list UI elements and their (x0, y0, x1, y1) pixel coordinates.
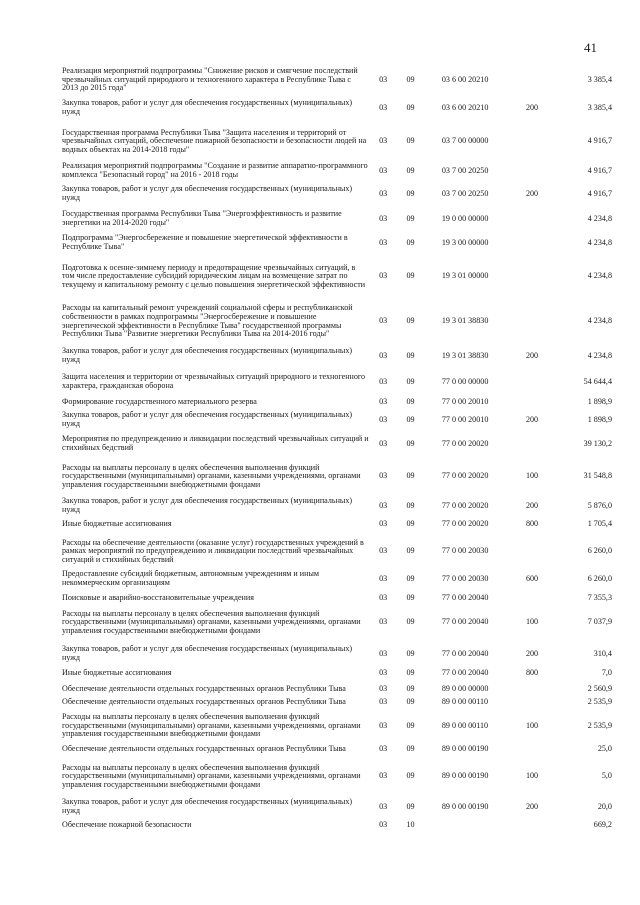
row-target-article: 77 0 00 20010 (441, 396, 489, 406)
row-description: Подготовка к осенне-зимнему периоду и предотвращение чрезвычайных ситуаций, в том числе предоставление субсидий юридическим лицам на возмещение затрат по текущему и капитальному ремонту с целью повышения энергетической эффективности (62, 262, 366, 289)
row-target-article: 77 0 00 20030 (441, 573, 489, 583)
row-amount: 4 234,8 (587, 237, 612, 247)
row-target-article: 03 6 00 20210 (441, 74, 489, 84)
row-description: Закупка товаров, работ и услуг для обеспечения государственных (муниципальных) нужд (62, 184, 353, 202)
row-target-article: 19 3 01 38830 (441, 350, 489, 360)
row-section: 03 (379, 213, 388, 223)
row-target-article: 77 0 00 20020 (441, 438, 489, 448)
row-amount: 4 916,7 (587, 136, 612, 146)
table-row (62, 820, 612, 830)
row-target-article: 03 7 00 20250 (441, 165, 489, 175)
page-number: 41 (584, 40, 597, 55)
row-expense-type: 200 (525, 188, 539, 198)
row-amount: 3 385,4 (587, 102, 612, 112)
row-target-article: 77 0 00 20040 (441, 617, 489, 627)
table-row (62, 606, 612, 639)
row-target-article: 19 3 00 00000 (441, 237, 489, 247)
row-target-article: 19 3 01 00000 (441, 271, 489, 281)
row-section: 03 (379, 771, 388, 781)
row-expense-type: 100 (525, 771, 539, 781)
row-description: Расходы на выплаты персоналу в целях обеспечения выполнения функций государственными (муниципальными) органами, казенными учреждениями, органами управления государственными внебюджетными фондами (62, 462, 361, 489)
row-expense-type: 800 (525, 667, 539, 677)
row-amount: 2 535,9 (587, 696, 612, 706)
row-expense-type: 200 (525, 350, 539, 360)
row-expense-type: 200 (525, 414, 539, 424)
row-section: 03 (379, 696, 388, 706)
row-amount: 7 355,3 (587, 592, 612, 602)
row-section: 03 (379, 592, 388, 602)
row-description: Расходы на выплаты персоналу в целях обеспечения выполнения функций государственными (муниципальными) органами, казенными учреждениями, органами управления государственными внебюджетными фондами (62, 762, 361, 789)
row-section: 03 (379, 237, 388, 247)
table-row (62, 645, 612, 663)
table-row (62, 570, 612, 588)
row-subsection: 09 (406, 271, 415, 281)
row-description: Закупка товаров, работ и услуг для обеспечения государственных (муниципальных) нужд (62, 410, 353, 428)
row-amount: 2 535,9 (587, 720, 612, 730)
table-row (62, 668, 612, 678)
row-section: 03 (379, 438, 388, 448)
table-row (62, 372, 612, 392)
row-subsection: 09 (406, 771, 415, 781)
row-description: Государственная программа Республики Тыва "Энергоэффективность и развитие энергетики на 2014-2020 годы" (62, 209, 342, 227)
row-subsection: 09 (406, 438, 415, 448)
table-row (62, 518, 612, 530)
row-expense-type: 600 (525, 573, 539, 583)
row-description: Формирование государственного материального резерва (62, 396, 257, 406)
table-row (62, 712, 612, 740)
row-subsection: 09 (406, 500, 415, 510)
row-amount: 4 916,7 (587, 188, 612, 198)
row-description: Закупка товаров, работ и услуг для обеспечения государственных (муниципальных) нужд (62, 496, 353, 514)
row-target-article: 77 0 00 00000 (441, 376, 489, 386)
row-section: 03 (379, 414, 388, 424)
row-amount: 20,0 (597, 801, 612, 811)
row-subsection: 09 (406, 350, 415, 360)
table-row (62, 64, 612, 96)
row-amount: 4 234,8 (587, 316, 612, 326)
row-amount: 669,2 (593, 819, 612, 829)
row-expense-type: 200 (525, 801, 539, 811)
row-section: 03 (379, 667, 388, 677)
row-section: 03 (379, 648, 388, 658)
row-description: Обеспечение деятельности отдельных государственных органов Республики Тыва (62, 696, 346, 706)
row-subsection: 09 (406, 546, 415, 556)
row-amount: 7,0 (601, 667, 612, 677)
row-expense-type: 100 (525, 471, 539, 481)
table-row (62, 460, 612, 493)
row-section: 03 (379, 819, 388, 829)
row-section: 03 (379, 743, 388, 753)
row-subsection: 09 (406, 592, 415, 602)
row-description: Подпрограмма "Энергосбережение и повышение энергетической эффективности в Республике Тыва" (62, 233, 348, 251)
row-target-article: 03 6 00 20210 (441, 102, 489, 112)
row-section: 03 (379, 350, 388, 360)
row-target-article: 89 0 00 00000 (441, 683, 489, 693)
row-description: Расходы на выплаты персоналу в целях обеспечения выполнения функций государственными (муниципальными) органами, казенными учреждениями, органами управления государственными внебюджетными фондами (62, 712, 361, 739)
table-row (62, 497, 612, 515)
row-amount: 1 898,9 (587, 396, 612, 406)
row-section: 03 (379, 573, 388, 583)
row-amount: 310,4 (593, 648, 612, 658)
table-row (62, 697, 612, 707)
row-amount: 3 385,4 (587, 74, 612, 84)
table-row (62, 536, 612, 567)
row-section: 03 (379, 188, 388, 198)
table-row (62, 257, 612, 296)
row-subsection: 09 (406, 74, 415, 84)
row-amount: 7 037,9 (587, 617, 612, 627)
row-expense-type: 100 (525, 617, 539, 627)
table-row (62, 99, 612, 117)
row-description: Защита населения и территории от чрезвычайных ситуаций природного и техногенного характера, гражданская оборона (62, 372, 366, 390)
row-expense-type: 200 (525, 102, 539, 112)
row-subsection: 09 (406, 136, 415, 146)
row-amount: 5,0 (601, 771, 612, 781)
row-description: Обеспечение пожарной безопасности (62, 819, 192, 829)
row-subsection: 09 (406, 188, 415, 198)
row-section: 03 (379, 396, 388, 406)
row-subsection: 09 (406, 102, 415, 112)
row-subsection: 09 (406, 213, 415, 223)
row-section: 03 (379, 316, 388, 326)
row-amount: 6 260,0 (587, 573, 612, 583)
row-section: 03 (379, 546, 388, 556)
table-row (62, 209, 612, 229)
row-target-article: 89 0 00 00190 (441, 771, 489, 781)
row-section: 03 (379, 720, 388, 730)
row-target-article: 77 0 00 20040 (441, 592, 489, 602)
table-row (62, 593, 612, 603)
row-target-article: 77 0 00 20010 (441, 414, 489, 424)
row-subsection: 09 (406, 696, 415, 706)
row-target-article: 77 0 00 20040 (441, 667, 489, 677)
row-description: Предоставление субсидий бюджетным, автономным учреждениям и иным некоммерческим организациям (62, 569, 320, 587)
row-section: 03 (379, 617, 388, 627)
row-description: Иные бюджетные ассигнования (62, 518, 172, 528)
row-target-article: 77 0 00 20030 (441, 546, 489, 556)
row-amount: 1 705,4 (587, 518, 612, 528)
table-row (62, 160, 612, 182)
table-row (62, 744, 612, 754)
row-target-article: 89 0 00 00110 (441, 720, 489, 730)
row-target-article: 77 0 00 20020 (441, 500, 489, 510)
row-amount: 4 234,8 (587, 213, 612, 223)
row-section: 03 (379, 102, 388, 112)
row-subsection: 09 (406, 165, 415, 175)
table-row (62, 760, 612, 793)
row-amount: 5 876,0 (587, 500, 612, 510)
row-description: Реализация мероприятий подпрограммы "Создание и развитие аппаратно-программного комплекса "Безопасный город" на 2016 - 2018 годы (62, 161, 368, 179)
row-amount: 4 234,8 (587, 271, 612, 281)
row-subsection: 09 (406, 316, 415, 326)
table-row (62, 798, 612, 816)
row-subsection: 09 (406, 743, 415, 753)
row-target-article: 77 0 00 20020 (441, 518, 489, 528)
row-subsection: 10 (406, 819, 415, 829)
row-target-article: 03 7 00 00000 (441, 136, 489, 146)
table-row (62, 347, 612, 365)
row-section: 03 (379, 801, 388, 811)
row-section: 03 (379, 518, 388, 528)
table-row (62, 234, 612, 252)
row-description: Закупка товаров, работ и услуг для обеспечения государственных (муниципальных) нужд (62, 98, 353, 116)
row-section: 03 (379, 471, 388, 481)
row-target-article: 89 0 00 00190 (441, 743, 489, 753)
row-subsection: 09 (406, 683, 415, 693)
row-amount: 31 548,8 (583, 471, 612, 481)
table-row (62, 396, 612, 408)
row-section: 03 (379, 500, 388, 510)
row-target-article: 19 3 01 38830 (441, 316, 489, 326)
row-target-article: 03 7 00 20250 (441, 188, 489, 198)
row-subsection: 09 (406, 376, 415, 386)
row-description: Иные бюджетные ассигнования (62, 667, 172, 677)
row-target-article: 77 0 00 20040 (441, 648, 489, 658)
row-expense-type: 200 (525, 500, 539, 510)
row-subsection: 09 (406, 396, 415, 406)
row-description: Расходы на капитальный ремонт учреждений социальной сферы и республиканской собственности в рамках подпрограммы "Энергосбережение и повышение энергетической эффективности в Республике Тыва" государственной программы Республики Тыва "Развитие энергетики Республики Тыва на 2014-2016 годы" (62, 303, 353, 339)
row-amount: 6 260,0 (587, 546, 612, 556)
row-subsection: 09 (406, 573, 415, 583)
row-description: Государственная программа Республики Тыва "Защита населения и территорий от чрезвычайных ситуаций, обеспечение пожарной безопасности и безопасности людей на водных объектах на 2014-2018 годы" (62, 127, 367, 154)
row-expense-type: 800 (525, 518, 539, 528)
row-description: Расходы на обеспечение деятельности (оказание услуг) государственных учреждений в рамках мероприятий по предупреждению и ликвидации последствий чрезвычайных ситуаций и стихийных бедствий (62, 537, 364, 564)
row-description: Обеспечение деятельности отдельных государственных органов Республики Тыва (62, 683, 346, 693)
row-target-article: 89 0 00 00110 (441, 696, 489, 706)
table-row (62, 684, 612, 694)
row-subsection: 09 (406, 648, 415, 658)
row-description: Реализация мероприятий подпрограммы "Снижение рисков и смягчение последствий чрезвычайных ситуаций природного и техногенного характера в Республике Тыва с 2013 до 2015 года" (62, 66, 358, 93)
row-subsection: 09 (406, 414, 415, 424)
row-description: Закупка товаров, работ и услуг для обеспечения государственных (муниципальных) нужд (62, 644, 353, 662)
row-target-article: 77 0 00 20020 (441, 471, 489, 481)
row-section: 03 (379, 376, 388, 386)
row-subsection: 09 (406, 471, 415, 481)
row-section: 03 (379, 165, 388, 175)
row-amount: 25,0 (597, 743, 612, 753)
row-amount: 39 130,2 (583, 438, 612, 448)
row-description: Расходы на выплаты персоналу в целях обеспечения выполнения функций государственными (муниципальными) органами, казенными учреждениями, органами управления государственными внебюджетными фондами (62, 608, 361, 635)
row-subsection: 09 (406, 518, 415, 528)
row-amount: 2 560,9 (587, 683, 612, 693)
row-subsection: 09 (406, 617, 415, 627)
row-description: Закупка товаров, работ и услуг для обеспечения государственных (муниципальных) нужд (62, 797, 353, 815)
table-row (62, 185, 612, 203)
row-subsection: 09 (406, 237, 415, 247)
row-amount: 54 644,4 (583, 376, 612, 386)
row-amount: 1 898,9 (587, 414, 612, 424)
row-target-article: 19 0 00 00000 (441, 213, 489, 223)
row-description: Мероприятия по предупреждению и ликвидации последствий чрезвычайных ситуаций и стихийных бедствий (62, 434, 369, 452)
table-row (62, 411, 612, 429)
row-section: 03 (379, 136, 388, 146)
row-section: 03 (379, 683, 388, 693)
row-section: 03 (379, 271, 388, 281)
row-amount: 4 916,7 (587, 165, 612, 175)
table-row (62, 126, 612, 157)
row-subsection: 09 (406, 801, 415, 811)
table-row (62, 433, 612, 455)
row-subsection: 09 (406, 720, 415, 730)
table-row (62, 300, 612, 343)
row-description: Закупка товаров, работ и услуг для обеспечения государственных (муниципальных) нужд (62, 346, 353, 364)
row-amount: 4 234,8 (587, 350, 612, 360)
row-section: 03 (379, 74, 388, 84)
row-description: Обеспечение деятельности отдельных государственных органов Республики Тыва (62, 743, 346, 753)
row-description: Поисковые и аварийно-восстановительные учреждения (62, 592, 254, 602)
row-expense-type: 100 (525, 720, 539, 730)
row-subsection: 09 (406, 667, 415, 677)
row-expense-type: 200 (525, 648, 539, 658)
row-target-article: 89 0 00 00190 (441, 801, 489, 811)
